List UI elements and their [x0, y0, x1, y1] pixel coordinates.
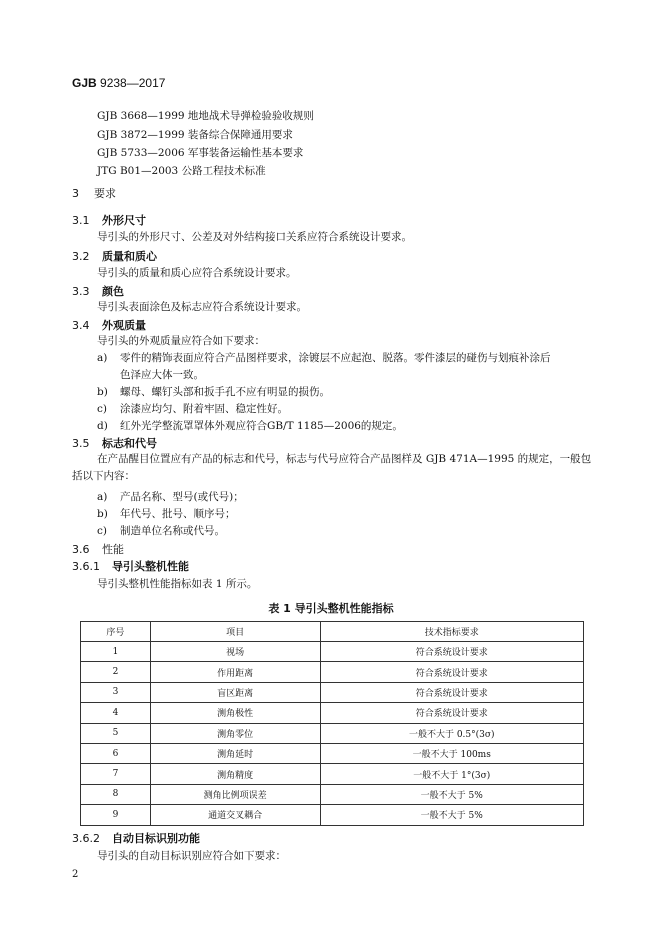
- section-number: 3.4: [72, 319, 90, 332]
- paragraph: 导引头表面涂色及标志应符合系统设计要求。: [97, 301, 307, 313]
- section-number: 3.5: [72, 437, 90, 450]
- list-label: b): [97, 508, 108, 520]
- standard-code: GJB: [72, 76, 97, 90]
- column-header: 技术指标要求: [320, 622, 584, 642]
- table-cell: 一般不大于 5%: [320, 805, 584, 825]
- list-item: [97, 489, 244, 504]
- section-number: 3.1: [72, 214, 90, 227]
- section-3-6-heading: [72, 541, 124, 557]
- list-item: [97, 506, 236, 521]
- table-cell: 作用距离: [150, 662, 320, 682]
- section-3-heading: [72, 185, 116, 201]
- reference-item: JTG B01—2003 公路工程技术标准: [97, 165, 266, 177]
- table-cell: 测角极性: [150, 703, 320, 723]
- reference-item: GJB 3872—1999 装备综合保障通用要求: [97, 129, 293, 141]
- table-cell: 一般不大于 0.5°(3σ): [320, 723, 584, 743]
- paragraph: 导引头的外观质量应符合如下要求：: [97, 335, 265, 347]
- section-number: 3.2: [72, 250, 90, 263]
- list-label: c): [97, 403, 107, 415]
- document-header: [72, 76, 165, 90]
- page-number: 2: [72, 869, 79, 880]
- section-3-1-heading: [72, 212, 146, 228]
- table-cell: 测角延时: [150, 743, 320, 763]
- table-row: [81, 764, 584, 784]
- section-title: 自动目标识别功能: [112, 832, 200, 845]
- paragraph: 导引头的自动目标识别应符合如下要求：: [97, 850, 286, 862]
- table-cell: 一般不大于 1°(3σ): [320, 764, 584, 784]
- section-3-6-1-heading: [72, 558, 189, 574]
- list-label: b): [97, 386, 108, 398]
- section-title: 外观质量: [102, 319, 146, 332]
- section-title: 标志和代号: [102, 437, 157, 450]
- reference-item: GJB 3668—1999 地地战术导弹检验验收规则: [97, 110, 314, 122]
- table-cell: 2: [81, 662, 151, 682]
- table-row: [81, 723, 584, 743]
- table-row: [81, 682, 584, 702]
- list-text: 年代号、批号、顺序号；: [120, 508, 236, 520]
- table-caption: 表 1 导引头整机性能指标: [268, 602, 394, 615]
- list-label: d): [97, 420, 108, 432]
- list-label: c): [97, 525, 107, 537]
- section-number: 3.6: [72, 543, 90, 556]
- list-text: 制造单位名称或代号。: [120, 525, 225, 537]
- table-cell: 通道交叉耦合: [150, 805, 320, 825]
- list-item: [97, 350, 551, 365]
- section-title: 要求: [94, 187, 116, 200]
- section-number: 3.6.1: [72, 560, 100, 573]
- section-title: 外形尺寸: [102, 214, 146, 227]
- column-header: 项目: [150, 622, 320, 642]
- table-cell: 测角精度: [150, 764, 320, 784]
- table-row: [81, 743, 584, 763]
- paragraph: 导引头的外形尺寸、公差及对外结构接口关系应符合系统设计要求。: [97, 231, 412, 243]
- section-number: 3.3: [72, 285, 90, 298]
- list-item: [97, 401, 288, 416]
- table-cell: 盲区距离: [150, 682, 320, 702]
- paragraph: 在产品醒目位置应有产品的标志和代号，标志与代号应符合产品图样及 GJB 471A—1995 的规定，一般包括以下内容：: [72, 453, 592, 482]
- section-3-3-heading: [72, 283, 124, 299]
- table-cell: 1: [81, 642, 151, 662]
- table-cell: 一般不大于 5%: [320, 784, 584, 804]
- table-cell: 测角零位: [150, 723, 320, 743]
- list-text: 涂漆应均匀、附着牢固、稳定性好。: [120, 403, 288, 415]
- table-cell: 符合系统设计要求: [320, 682, 584, 702]
- table-row: [81, 805, 584, 825]
- list-item: [97, 384, 330, 399]
- standard-number: 9238—2017: [100, 76, 166, 90]
- table-cell: 符合系统设计要求: [320, 642, 584, 662]
- table-row: [81, 703, 584, 723]
- table-cell: 一般不大于 100ms: [320, 743, 584, 763]
- table-cell: 3: [81, 682, 151, 702]
- section-3-5-heading: [72, 435, 157, 451]
- section-title: 导引头整机性能: [112, 560, 189, 573]
- section-title: 颜色: [102, 285, 124, 298]
- section-3-6-2-heading: [72, 830, 200, 846]
- table-row: [81, 784, 584, 804]
- list-text: 零件的精饰表面应符合产品图样要求，涂镀层不应起泡、脱落。零件漆层的碰伤与划痕补涂后: [120, 352, 551, 364]
- list-item: [97, 523, 225, 538]
- table-row: [81, 662, 584, 682]
- list-label: a): [97, 352, 108, 364]
- paragraph: 导引头整机性能指标如表 1 所示。: [97, 578, 258, 590]
- section-3-4-heading: [72, 317, 146, 333]
- performance-table: [80, 621, 584, 826]
- paragraph: 导引头的质量和质心应符合系统设计要求。: [97, 267, 297, 279]
- table-cell: 7: [81, 764, 151, 784]
- reference-item: GJB 5733—2006 军事装备运输性基本要求: [97, 147, 304, 159]
- table-header-row: [81, 622, 584, 642]
- section-number: 3.6.2: [72, 832, 100, 845]
- list-item: [97, 418, 403, 433]
- list-item-continuation: 色泽应大体一致。: [120, 369, 204, 381]
- table-cell: 测角比例项误差: [150, 784, 320, 804]
- table-cell: 8: [81, 784, 151, 804]
- table-cell: 符合系统设计要求: [320, 662, 584, 682]
- table-cell: 4: [81, 703, 151, 723]
- table-cell: 视场: [150, 642, 320, 662]
- section-title: 质量和质心: [102, 250, 157, 263]
- list-label: a): [97, 491, 108, 503]
- list-text: 螺母、螺钉头部和扳手孔不应有明显的损伤。: [120, 386, 330, 398]
- section-3-2-heading: [72, 248, 157, 264]
- table-cell: 6: [81, 743, 151, 763]
- column-header: 序号: [81, 622, 151, 642]
- table-row: [81, 642, 584, 662]
- section-number: 3: [72, 187, 79, 200]
- table-cell: 符合系统设计要求: [320, 703, 584, 723]
- list-text: 红外光学整流罩罩体外观应符合GB/T 1185—2006的规定。: [120, 420, 403, 432]
- section-title: 性能: [102, 543, 124, 556]
- table-cell: 9: [81, 805, 151, 825]
- list-text: 产品名称、型号(或代号)；: [120, 491, 244, 503]
- table-cell: 5: [81, 723, 151, 743]
